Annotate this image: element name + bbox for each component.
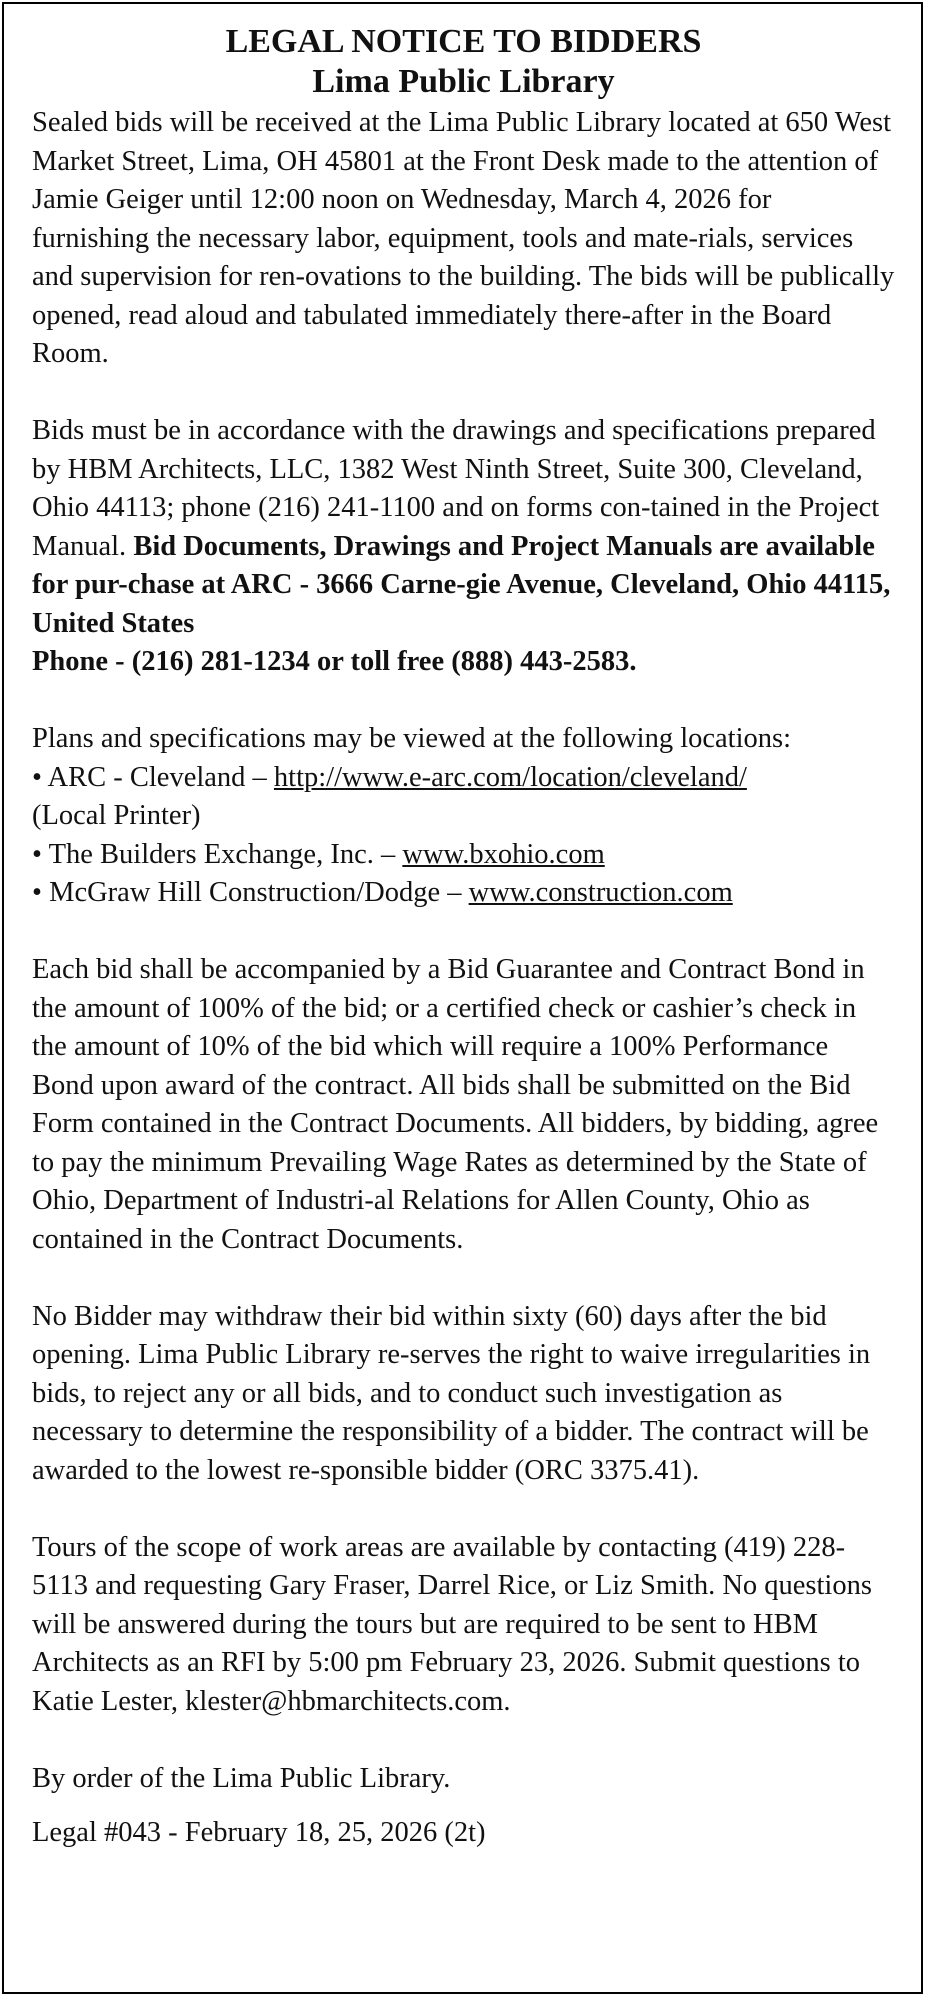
bxohio-link[interactable]: www.bxohio.com	[402, 838, 605, 870]
location-dodge-label: • McGraw Hill Construction/Dodge –	[32, 877, 469, 908]
drawings-specs-text: Bids must be in accordance with the drawings and specifications prepared by HBM Architects, LLC, 1382 West Ninth Street, Suite 300, Cleveland, Ohio 44113; phone (216) 241-1100 and on forms con-tained in the Project Manual.	[32, 415, 880, 562]
spacer	[32, 682, 895, 721]
arc-link[interactable]: http://www.e-arc.com/location/cleveland/	[273, 761, 747, 793]
paragraph-withdrawal: No Bidder may withdraw their bid within sixty (60) days after the bid opening. Lima Public Library re-serves the right to waive irregularities in bids, to reject any or all bids, and to conduct such investigation as necessary to determine the responsibility of a bidder. The contract will be awarded to the lowest re-sponsible bidder (ORC 3375.41).	[32, 1300, 871, 1486]
paragraph-bid-submission: Sealed bids will be received at the Lima Public Library located at 650 West Market Street, Lima, OH 45801 at the Front Desk made to the attention of Jamie Geiger until 12:00 noon on Wednesday, March 4, 2026 for furnishing the necessary labor, equipment, tools and mate-rials, services and supervision for ren-ovations to the building. The bids will be publically opened, read aloud and tabulated immediately there-after in the Board Room.	[32, 107, 895, 369]
spacer	[32, 374, 895, 413]
location-builders-label: • The Builders Exchange, Inc. –	[32, 838, 403, 870]
arc-phone-numbers: Phone - (216) 281-1234 or toll free (888) 443-2583.	[32, 646, 637, 677]
construction-link[interactable]: www.construction.com	[468, 877, 733, 908]
notice-title: LEGAL NOTICE TO BIDDERS	[225, 23, 702, 60]
paragraph-drawings-specs	[32, 412, 895, 682]
legal-notice	[2, 2, 923, 1994]
paragraph-tours: Tours of the scope of work areas are available by contacting (419) 228-5113 and requesting Gary Fraser, Darrel Rice, or Liz Smith. No questions will be answered during the tours but are required to be sent to HBM Architects as an RFI by 5:00 pm February 23, 2026. Submit questions to Katie Lester, klester@hbmarchitects.com.	[32, 1531, 872, 1717]
locations-intro: Plans and specifications may be viewed at the following locations:	[32, 723, 792, 754]
bid-documents-availability: Bid Documents, Drawings and Project Manuals are available for pur-chase at ARC - 3666 Carne-gie Avenue, Cleveland, Ohio 44115, United States	[32, 530, 891, 639]
location-item-arc	[32, 759, 895, 798]
spacer	[32, 913, 895, 952]
spacer	[32, 1259, 895, 1298]
viewing-locations	[32, 720, 895, 913]
spacer	[32, 1721, 895, 1760]
legal-id: Legal #043 - February 18, 25, 2026 (2t)	[32, 1817, 486, 1848]
notice-subtitle: Lima Public Library	[312, 63, 615, 100]
location-item-builders-exchange	[32, 836, 895, 875]
spacer	[32, 1490, 895, 1529]
closing-statement: By order of the Lima Public Library.	[32, 1762, 451, 1794]
paragraph-bid-guarantee: Each bid shall be accompanied by a Bid Guarantee and Contract Bond in the amount of 100% of the bid; or a certified check or cashier’s check in the amount of 10% of the bid which will require a 100% Performance Bond upon award of the contract. All bids shall be submitted on the Bid Form contained in the Contract Documents. All bidders, by bidding, agree to pay the minimum Prevailing Wage Rates as determined by the State of Ohio, Department of Industri-al Relations for Allen County, Ohio as contained in the Contract Documents.	[32, 954, 879, 1255]
location-arc-label: • ARC - Cleveland –	[32, 761, 274, 793]
location-arc-note: (Local Printer)	[32, 800, 201, 831]
location-item-dodge	[32, 874, 895, 913]
